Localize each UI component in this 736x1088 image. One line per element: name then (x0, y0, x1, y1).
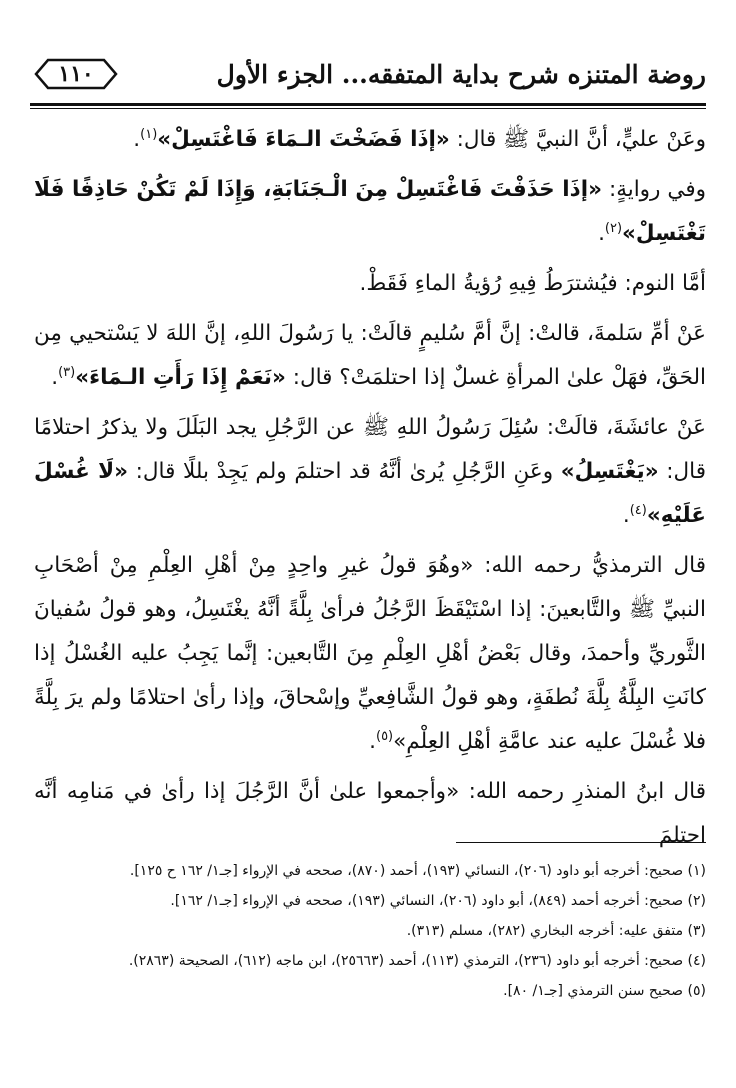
footnote-5: (٥) صحيح سنن الترمذي [جـ١/ ٨٠]. (503, 983, 706, 999)
main-text (34, 118, 706, 864)
running-title: روضة المتنزه شرح بداية المتفقه... الجزء الأول (216, 60, 706, 89)
paragraph-5: عَنْ عائشَةَ، قالَتْ: سُئِلَ رَسُولُ اللهِ ﷺ عن الرَّجُلِ يجد البَلَلَ ولا يذكرُ احتلامًا قال: «يَغْتَسِلُ» وعَنِ الرَّجُلِ يُرىٰ أنَّهُ قد احتلمَ ولم يَجِدْ بللًا قال: «لَا غُسْلَ عَلَيْهِ»$^{(٤)}$. (34, 415, 707, 528)
footnote-ref[interactable]: (٢) (604, 220, 623, 236)
hadith-quote: «يَغْتَسِلُ» (560, 459, 659, 484)
footnote-2: (٢) صحيح: أخرجه أحمد (٨٤٩)، أبو داود (٢٠٦)، النسائي (١٩٣)، صححه في الإرواء [جـ١/ ١٦٢]. (170, 893, 706, 909)
page-number-badge (34, 58, 118, 90)
paragraph-1: وعَنْ عليٍّ، أنَّ النبيَّ ﷺ قال: «إذَا فَضَخْتَ الـمَاءَ فَاغْتَسِلْ»$^{(١)}$. (133, 126, 706, 152)
footnote-ref[interactable]: (٤) (629, 502, 647, 518)
paragraph-3: أمَّا النوم: فيُشترَطُ فِيهِ رُؤيةُ الماءِ فَقَطْ. (359, 271, 706, 296)
footnote-3: (٣) متفق عليه: أخرجه البخاري (٢٨٢)، مسلم (٣١٣). (406, 923, 706, 939)
hadith-quote: «نَعَمْ إِذَا رَأَتِ الـمَاءَ» (75, 365, 286, 390)
paragraph-2: وفي روايةٍ: «إذَا حَذَفْتَ فَاغْتَسِلْ مِنَ الْـجَنَابَةِ، وَإِذَا لَمْ تَكُنْ حَاذِفًا فَلَا تَغْتَسِلْ»$^{(٢)}$. (34, 177, 706, 246)
footnote-ref[interactable]: (١) (140, 126, 158, 142)
paragraph-4: عَنْ أمِّ سَلمةَ، قالتْ: إنَّ أمَّ سُليمٍ قالَتْ: يا رَسُولَ اللهِ، إنَّ اللهَ لا يَسْتحيي مِن الحَقِّ، فهَلْ علىٰ المرأةِ غسلٌ إذا احتلمَتْ؟ قال: «نَعَمْ إِذَا رَأَتِ الـمَاءَ»$^{(٣)}$. (34, 321, 706, 390)
header-divider (30, 103, 706, 106)
page-header (30, 56, 706, 100)
paragraph-7: قال ابنُ المنذرِ رحمه الله: «وأجمعوا علىٰ أنَّ الرَّجُلَ إذا رأىٰ في مَنامِه أنَّه احتلمَ (34, 779, 706, 848)
footnotes (30, 856, 706, 1006)
page-number: ١١٠ (58, 61, 94, 87)
paragraph-6: قال الترمذيُّ رحمه الله: «وهُوَ قولُ غيرِ واحِدٍ مِنْ أهْلِ العِلْمِ مِنْ أصْحَابِ النبيِّ ﷺ والتَّابعينَ: إذا اسْتَيْقَظَ الرَّجُلُ فرأىٰ بِلَّةً أنَّهُ يغْتَسِلُ، وهو قولُ سُفيانَ الثَّوريِّ وأحمدَ، وقال بَعْضُ أهْلِ العِلْمِ مِنَ التَّابعين: إنَّما يَجِبُ عليه الغُسْلُ إذا كانَتِ البِلَّةُ بِلَّةَ نُطفَةٍ، وهو قولُ الشَّافِعيِّ وإسْحاقَ، وإذا رأىٰ احتلامًا ولم يرَ بِلَّةً فلا غُسْلَ عليه عند عامَّةِ أهْلِ العِلْمِ»$^{(٥)}$. (34, 553, 706, 754)
footnote-4: (٤) صحيح: أخرجه أبو داود (٢٣٦)، الترمذي (١١٣)، أحمد (٢٥٦٦٣)، ابن ماجه (٦١٢)، الصحيحة (٢٨٦٣). (128, 953, 706, 969)
footnote-divider (456, 842, 706, 843)
hadith-quote: «إذَا حَذَفْتَ فَاغْتَسِلْ مِنَ الْـجَنَابَةِ، وَإِذَا لَمْ تَكُنْ حَاذِفًا فَلَا تَغْتَسِلْ» (34, 177, 706, 246)
footnote-1: (١) صحيح: أخرجه أبو داود (٢٠٦)، النسائي (١٩٣)، أحمد (٨٧٠)، صححه في الإرواء [جـ١/ ١٦٢ ح ١٢٥]. (129, 863, 706, 879)
footnote-ref[interactable]: (٣) (58, 364, 76, 380)
hadith-quote: «إذَا فَضَخْتَ الـمَاءَ فَاغْتَسِلْ» (157, 127, 450, 152)
footnote-ref[interactable]: (٥) (375, 728, 394, 744)
hadith-quote: «لَا غُسْلَ عَلَيْهِ» (34, 459, 706, 528)
header-divider-thin (30, 108, 706, 109)
